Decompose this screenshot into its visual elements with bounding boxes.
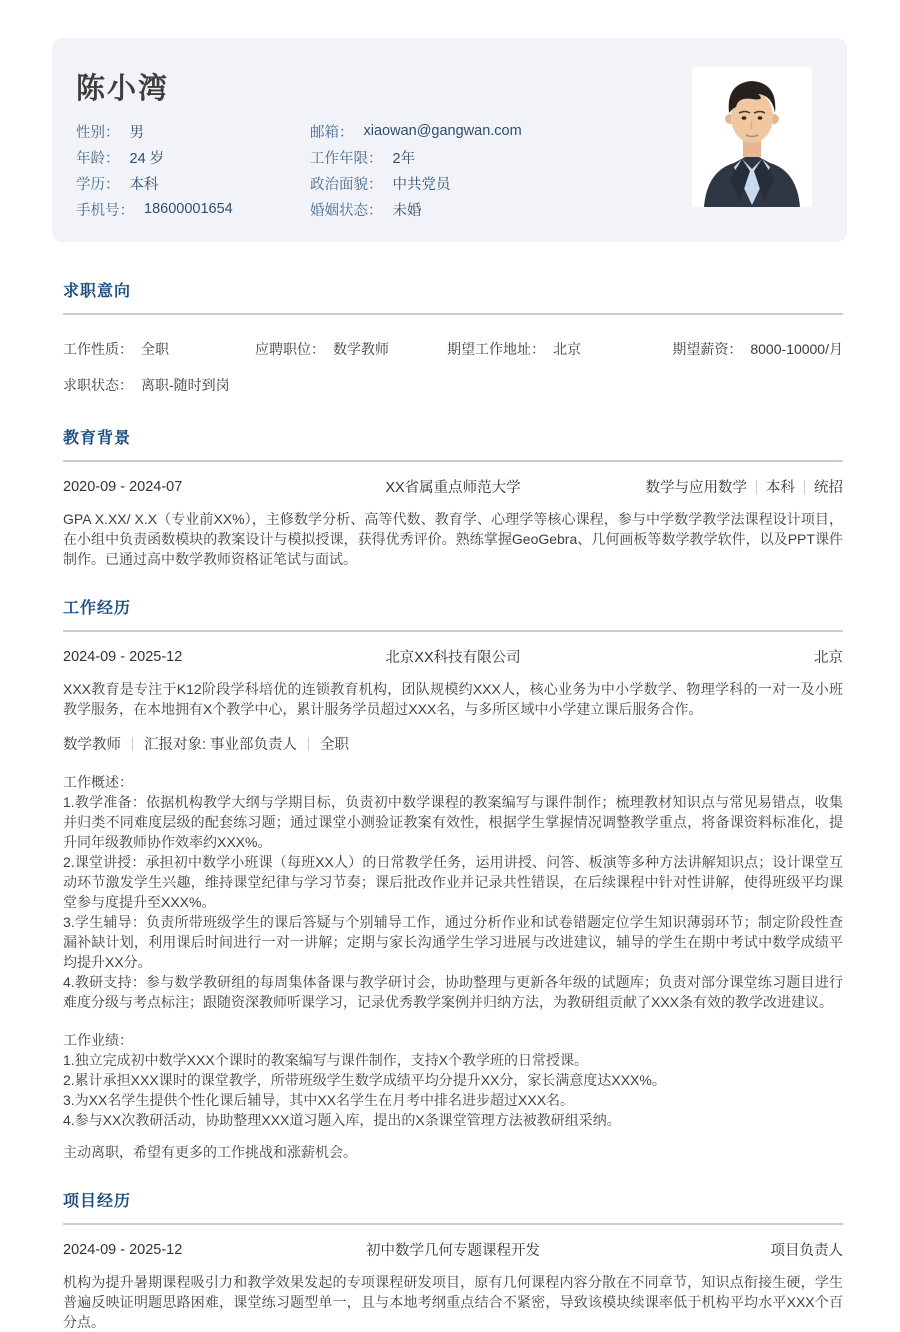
work-job-type: 全职	[320, 737, 350, 753]
field-age: 年龄： 24 岁	[76, 150, 165, 167]
field-gender: 性别： 男	[76, 124, 144, 141]
work-position-row	[63, 733, 843, 754]
education-school: XX省属重点师范大学	[385, 480, 521, 496]
separator	[756, 480, 757, 494]
project-title: 项目经历	[63, 1193, 132, 1210]
work-results-item: 1.独立完成初中数学XXX个课时的教案编写与课件制作，支持X个教学班的日常授课。	[63, 1052, 589, 1068]
section-divider	[63, 630, 843, 632]
work-overview-item: 1.教学准备：依据机构教学大纲与学期目标，负责初中数学课程的教案编写与课件制作；梳理教材知识点与常见易错点，收集并归类不同难度层级的配套练习题；通过课堂小测验证教案有效性，根据学生掌握情况调整教学重点，将备课资料标准化，提升同年级教师协作效率约XXX%。	[63, 794, 843, 850]
personal-info	[76, 118, 610, 222]
project-date: 2024-09 - 2025-12	[63, 1241, 183, 1258]
section-job-intent	[63, 278, 843, 395]
work-results-title: 工作业绩：	[63, 1032, 133, 1048]
header-card	[52, 38, 847, 242]
separator	[308, 737, 309, 751]
separator	[132, 737, 133, 751]
field-phone: 手机号： 18600001654	[76, 201, 233, 219]
job-intent-row-1	[63, 339, 843, 359]
project-description: 机构为提升暑期课程吸引力和教学效果发起的专项课程研发项目，原有几何课程内容分散在不同章节，知识点衔接生硬，学生普遍反映证明题思路困难，课堂练习题型单一，且与本地考纲重点结合不紧密，导致该模块续课率低于机构平均水平XXX个百分点。	[63, 1274, 843, 1330]
candidate-name: 陈小湾	[76, 73, 170, 105]
section-education	[63, 425, 843, 569]
work-location: 北京	[813, 650, 843, 666]
field-education: 学历： 本科	[76, 176, 159, 193]
section-project	[63, 1188, 843, 1332]
intent-location: 期望工作地址： 北京	[447, 341, 581, 357]
work-report-to: 汇报对象: 事业部负责人	[144, 737, 298, 753]
work-overview	[63, 772, 843, 1012]
work-overview-item: 2.课堂讲授：承担初中数学小班课（每班XX人）的日常教学任务，运用讲授、问答、板演等多种方法讲解知识点；设计课堂互动环节激发学生兴趣，维持课堂纪律与学习节奏；课后批改作业并记录共性错误，在后续课程中针对性讲解，使得班级平均课堂参与度提升至XXX%。	[63, 854, 843, 910]
resume-body	[63, 242, 843, 1332]
field-political-status: 政治面貌： 中共党员	[310, 176, 451, 193]
project-role: 项目负责人	[770, 1243, 843, 1259]
education-enroll-type: 统招	[813, 480, 843, 496]
section-divider	[63, 1223, 843, 1225]
intent-status: 求职状态： 离职-随时到岗	[63, 377, 230, 393]
project-name: 初中数学几何专题课程开发	[365, 1243, 540, 1259]
profile-photo	[692, 67, 812, 207]
work-results-item: 2.累计承担XXX课时的课堂教学，所带班级学生数学成绩平均分提升XX分，家长满意度达XXX%。	[63, 1072, 666, 1088]
company-intro: XXX教育是专注于K12阶段学科培优的连锁教育机构，团队规模约XXX人，核心业务为中小学数学、物理学科的一对一及小班教学服务，在本地拥有X个教学中心，累计服务学员超过XXX名，与多所区域中小学建立课后服务合作。	[63, 681, 843, 717]
work-results	[63, 1030, 843, 1130]
intent-position: 应聘职位： 数学教师	[255, 341, 389, 357]
work-overview-item: 4.教研支持：参与数学教研组的每周集体备课与教学研讨会，协助整理与更新各年级的试题库；负责对部分课堂练习题目进行难度分级与考点标注；跟随资深教师听课学习，记录优秀教学案例并归纳方法，为教研组贡献了XXX条有效的教学改进建议。	[63, 974, 843, 1010]
education-degree: 本科	[765, 480, 795, 496]
section-work	[63, 595, 843, 1162]
job-intent-title: 求职意向	[63, 283, 132, 300]
education-description: GPA X.XX/ X.X（专业前XX%），主修数学分析、高等代数、教育学、心理学等核心课程，参与中学数学教学法课程设计项目，在小组中负责函数模块的教案设计与模拟授课，获得优秀评价。熟练掌握GeoGebra、几何画板等数学教学软件，以及PPT课件制作。已通过高中数学教师资格证笔试与面试。	[63, 511, 843, 567]
intent-salary: 期望薪资： 8000-10000/月	[672, 341, 843, 357]
work-entry-header	[63, 646, 843, 667]
work-date: 2024-09 - 2025-12	[63, 648, 183, 665]
field-marital-status: 婚姻状态： 未婚	[310, 202, 422, 219]
section-divider	[63, 460, 843, 462]
education-major: 数学与应用数学	[645, 480, 747, 496]
education-entry-header	[63, 476, 843, 497]
work-results-item: 3.为XX名学生提供个性化课后辅导，其中XX名学生在月考中排名进步超过XXX名。	[63, 1092, 575, 1108]
work-position: 数学教师	[63, 737, 121, 753]
work-title: 工作经历	[63, 600, 132, 617]
education-title: 教育背景	[63, 430, 132, 447]
work-company: 北京XX科技有限公司	[385, 650, 521, 666]
intent-work-type: 工作性质： 全职	[63, 341, 169, 357]
field-work-years: 工作年限： 2年	[310, 150, 416, 167]
section-divider	[63, 313, 843, 315]
person-avatar	[692, 67, 812, 207]
project-entry-header	[63, 1239, 843, 1260]
work-overview-item: 3.学生辅导：负责所带班级学生的课后答疑与个别辅导工作，通过分析作业和试卷错题定位学生知识薄弱环节；制定阶段性查漏补缺计划，利用课后时间进行一对一讲解；定期与家长沟通学生学习进展与改进建议，辅导的学生在期中考试中数学成绩平均提升XX分。	[63, 914, 843, 970]
education-tags	[614, 476, 843, 497]
education-date: 2020-09 - 2024-07	[63, 478, 183, 495]
field-email: 邮箱： xiaowan@gangwan.com	[310, 123, 522, 141]
job-intent-row-2	[63, 375, 843, 395]
work-results-item: 4.参与XX次教研活动，协助整理XXX道习题入库，提出的X条课堂管理方法被教研组采纳。	[63, 1112, 621, 1128]
work-leave-reason: 主动离职，希望有更多的工作挑战和涨薪机会。	[63, 1144, 357, 1160]
work-overview-title: 工作概述：	[63, 774, 133, 790]
separator	[804, 480, 805, 494]
